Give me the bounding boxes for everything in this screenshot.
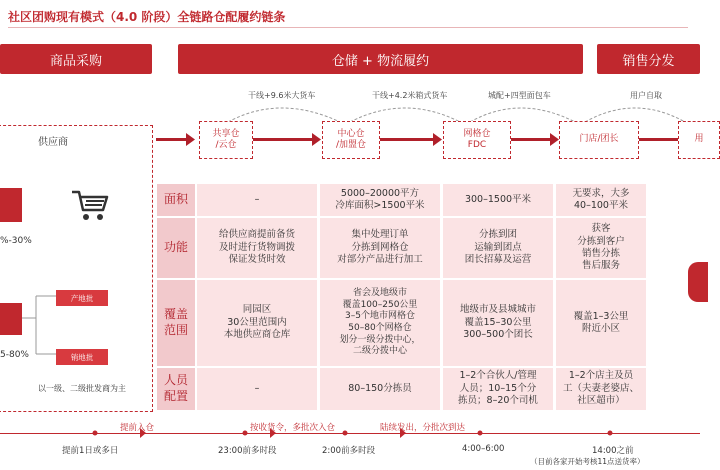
- row-head-area: [157, 184, 195, 218]
- title-underline: [8, 27, 688, 28]
- cell-staff-store: 1–2个店主及员 工（夫妻老婆店、 社区超市）: [556, 368, 646, 412]
- section-procurement: [0, 44, 152, 74]
- cell-coverage-shared: 同园区 30公里范围内 本地供应商仓库: [197, 280, 317, 368]
- timeline-phase-2: 按收货令，多批次入仓: [250, 423, 336, 433]
- market-wholesale-box: [56, 349, 108, 365]
- timeline-time-5: 14:00之前: [592, 446, 634, 456]
- node-shared-warehouse: 共享仓 /云仓: [199, 121, 253, 159]
- timeline-time-5-note: （目前各家开始考核11点送货率）: [530, 457, 645, 466]
- timeline-time-2: 23:00前多时段: [218, 446, 277, 456]
- cell-area-store: 无要求，大多 40–100平米: [556, 184, 646, 218]
- timeline-time-1: 提前1日或多日: [62, 446, 119, 456]
- transport-label-3: 城配+四型面包车: [488, 91, 551, 100]
- section-sales: [597, 44, 700, 74]
- market-wholesale-label: 销地批: [70, 352, 94, 362]
- row-head-staff: [157, 368, 195, 412]
- section-storage: [178, 44, 583, 74]
- row-head-area-label: 面积: [163, 192, 188, 207]
- section-procurement-label: 商品采购: [49, 53, 102, 69]
- cell-area-central: 5000–20000平方 冷库面积>1500平米: [320, 184, 440, 218]
- supplier-red-block-bottom: [0, 303, 22, 335]
- supplier-red-block-top: [0, 188, 22, 222]
- cell-staff-central: 80–150分拣员: [320, 368, 440, 412]
- cell-coverage-grid: 地级市及县城城市 覆盖15–30公里 300–500个团长: [443, 280, 553, 368]
- cell-function-store: 获客 分拣到客户 销售分拣 售后服务: [556, 218, 646, 280]
- supplier-pct-bottom: 5-80%: [0, 350, 29, 360]
- timeline-ticks: [0, 426, 700, 442]
- timeline-time-4: 4:00–6:00: [462, 444, 505, 454]
- cell-function-central: 集中处理订单 分拣到网格仓 对部分产品进行加工: [320, 218, 440, 280]
- cell-area-grid: 300–1500平米: [443, 184, 553, 218]
- cell-coverage-central: 省会及地级市 覆盖100–250公里 3–5个地市网格仓 50–80个网格仓 划分一级分拨中心， 二级分拨中心: [320, 280, 440, 368]
- section-storage-label: 仓储 + 物流履约: [331, 53, 430, 69]
- bulk-wholesaler-note: 以一级、二级批发商为主: [38, 384, 126, 393]
- cell-area-shared: –: [197, 184, 317, 218]
- node-central-warehouse: 中心仓 /加盟仓: [322, 121, 380, 159]
- cell-function-shared: 给供应商提前备货 及时进行货物调拨 保证发货时效: [197, 218, 317, 280]
- timeline-phase-1: 提前入仓: [120, 423, 155, 433]
- row-head-staff-label: 人员 配置: [163, 373, 188, 403]
- timeline-time-3: 2:00前多时段: [322, 446, 376, 456]
- origin-wholesale-label: 产地批: [70, 293, 94, 303]
- transport-label-1: 干线+9.6米大货车: [248, 91, 316, 100]
- transport-label-2: 干线+4.2米箱式货车: [372, 91, 448, 100]
- transport-label-4: 用户自取: [630, 91, 662, 100]
- supplier-label: 供应商: [38, 137, 68, 148]
- node-store-leader: 门店/团长: [559, 121, 639, 159]
- section-sales-label: 销售分发: [622, 53, 675, 69]
- person-icon: [688, 262, 708, 302]
- supplier-pct-top: %-30%: [0, 236, 32, 246]
- row-head-function-label: 功能: [163, 240, 188, 255]
- page-title: 社区团购现有模式（4.0 阶段）全链路仓配履约链条: [8, 10, 286, 24]
- cell-function-grid: 分拣到团 运输到团点 团长招募及运营: [443, 218, 553, 280]
- row-head-coverage-label: 覆盖 范围: [163, 307, 188, 337]
- origin-wholesale-box: [56, 290, 108, 306]
- timeline-phase-3: 陆续发出，分批次到达: [380, 423, 466, 433]
- row-head-coverage: [157, 280, 195, 368]
- row-head-function: [157, 218, 195, 280]
- cell-staff-shared: –: [197, 368, 317, 412]
- shopping-cart-icon: [70, 188, 110, 224]
- cell-staff-grid: 1–2个合伙人/管理 人员；10–15个分 拣员；8–20个司机: [443, 368, 553, 412]
- node-grid-warehouse: 网格仓 FDC: [443, 121, 511, 159]
- node-user-partial: 用: [678, 121, 720, 159]
- cell-coverage-store: 覆盖1–3公里 附近小区: [556, 280, 646, 368]
